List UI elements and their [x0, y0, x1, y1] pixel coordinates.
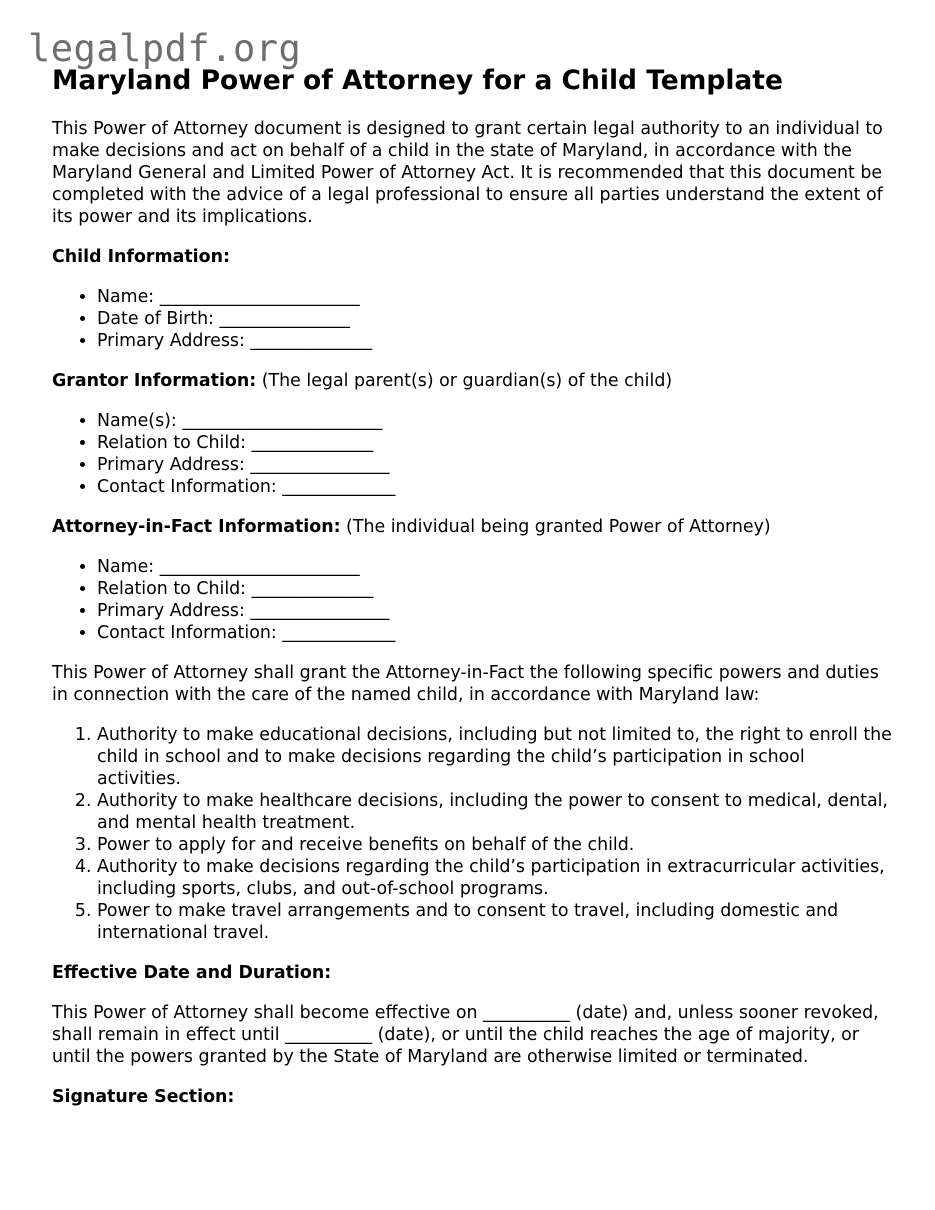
- attorney-contact-field: • Contact Information: _____________: [97, 622, 892, 644]
- effective-date-heading: [52, 962, 892, 984]
- child-name-field: • Name: _______________________: [97, 286, 892, 308]
- watermark-logo: legalpdf.org: [28, 27, 302, 70]
- powers-intro-paragraph: This Power of Attorney shall grant the Attorney-in-Fact the following specific powers and duties in connection with the care of the named child, in accordance with Maryland law:: [52, 663, 879, 705]
- grantor-name-field: • Name(s): _______________________: [97, 410, 892, 432]
- attorney-information-heading: [52, 516, 892, 538]
- power-item-travel: 5. Power to make travel arrangements and to consent to travel, including domestic and international travel.: [97, 900, 892, 944]
- grantor-relation-field: • Relation to Child: ______________: [97, 432, 892, 454]
- grantor-information-heading-label: Grantor Information:: [52, 371, 257, 391]
- document-title: Maryland Power of Attorney for a Child Template: [52, 65, 783, 96]
- child-information-heading-label: Child Information:: [52, 247, 230, 267]
- attorney-information-list: [52, 556, 892, 644]
- effective-date-heading-label: Effective Date and Duration:: [52, 963, 332, 983]
- attorney-relation-field: • Relation to Child: ______________: [97, 578, 892, 600]
- power-item-educational: 1. Authority to make educational decisions, including but not limited to, the right to enroll the child in school and to make decisions regarding the child’s participation in school activities.: [97, 724, 892, 790]
- child-information-heading: [52, 246, 892, 268]
- powers-list: [52, 724, 892, 944]
- power-item-benefits: 3. Power to apply for and receive benefits on behalf of the child.: [97, 834, 892, 856]
- power-item-extracurricular: 4. Authority to make decisions regarding the child’s participation in extracurricular activities, including sports, clubs, and out-of-school programs.: [97, 856, 892, 900]
- attorney-information-note: (The individual being granted Power of Attorney): [340, 517, 771, 537]
- grantor-information-list: [52, 410, 892, 498]
- document-page: [52, 64, 892, 1108]
- grantor-information-note: (The legal parent(s) or guardian(s) of the child): [256, 371, 673, 391]
- effective-date-paragraph: This Power of Attorney shall become effective on __________ (date) and, unless sooner revoked, shall remain in effect until __________ (date), or until the child reaches the age of majority, or until the powers granted by the State of Maryland are otherwise limited or terminated.: [52, 1003, 879, 1067]
- signature-section-heading-label: Signature Section:: [52, 1087, 235, 1107]
- grantor-information-heading: [52, 370, 892, 392]
- grantor-address-field: • Primary Address: ________________: [97, 454, 892, 476]
- power-item-healthcare: 2. Authority to make healthcare decisions, including the power to consent to medical, dental, and mental health treatment.: [97, 790, 892, 834]
- attorney-name-field: • Name: _______________________: [97, 556, 892, 578]
- child-dob-field: • Date of Birth: _______________: [97, 308, 892, 330]
- attorney-information-heading-label: Attorney-in-Fact Information:: [52, 517, 341, 537]
- child-address-field: • Primary Address: ______________: [97, 330, 892, 352]
- signature-section-heading: [52, 1086, 892, 1108]
- attorney-address-field: • Primary Address: ________________: [97, 600, 892, 622]
- intro-paragraph: This Power of Attorney document is designed to grant certain legal authority to an individual to make decisions and act on behalf of a child in the state of Maryland, in accordance with the Maryland General and Limited Power of Attorney Act. It is recommended that this document be completed with the advice of a legal professional to ensure all parties understand the extent of its power and its implications.: [52, 119, 883, 227]
- child-information-list: [52, 286, 892, 352]
- grantor-contact-field: • Contact Information: _____________: [97, 476, 892, 498]
